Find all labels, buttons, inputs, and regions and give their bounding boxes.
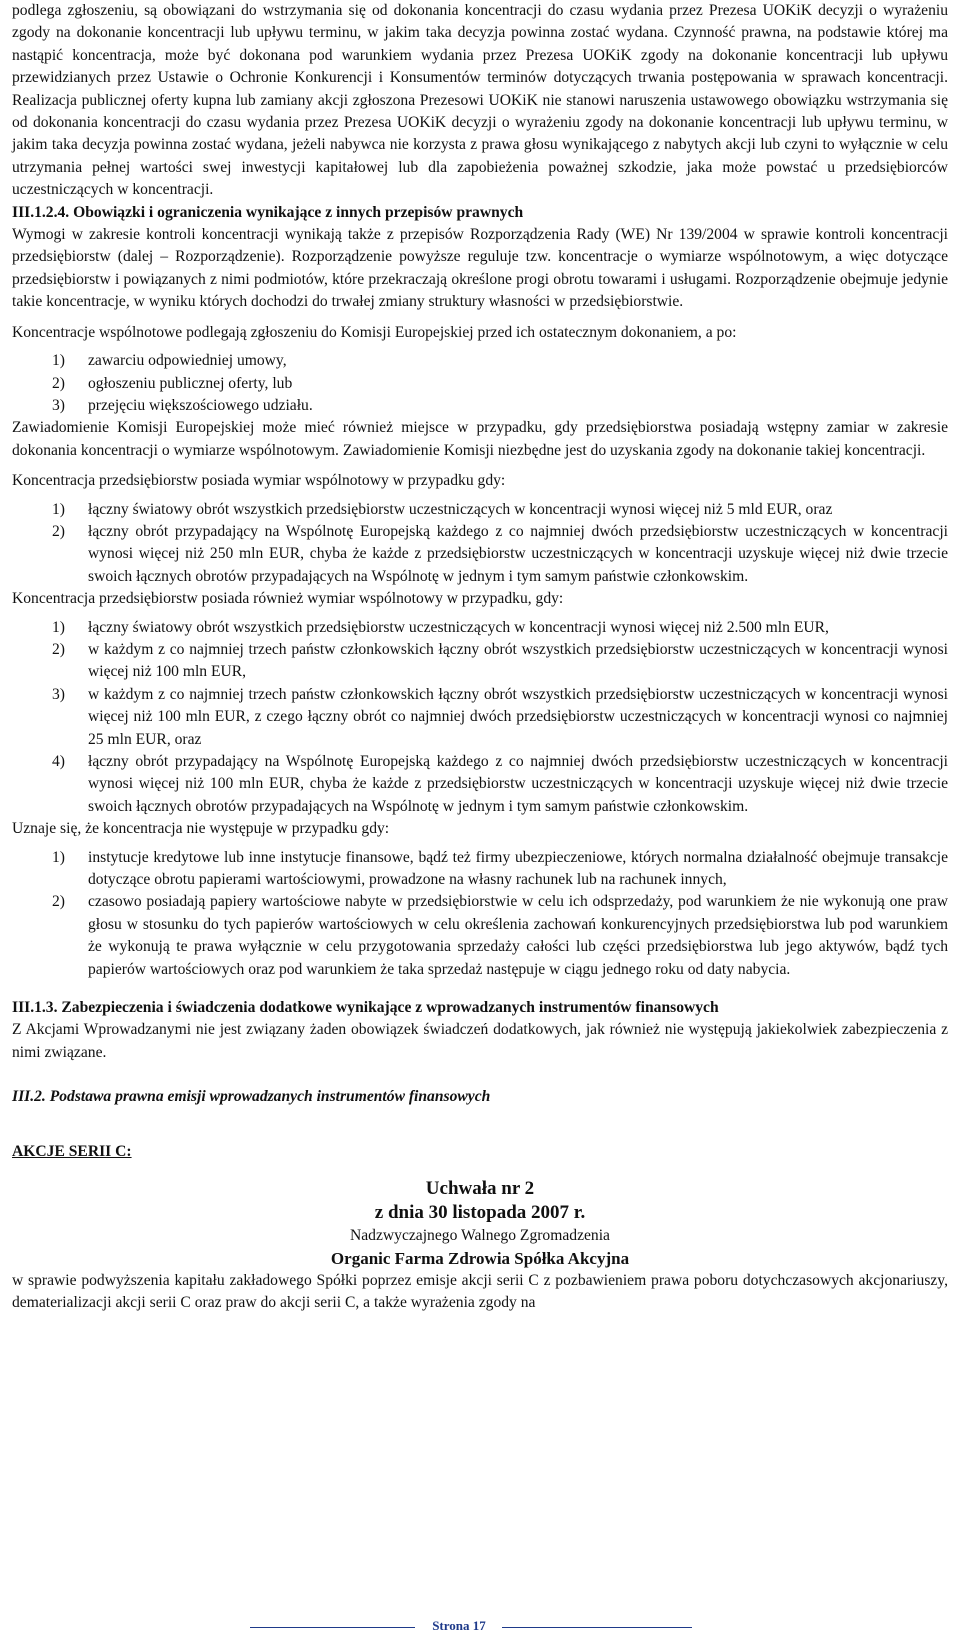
list-item xyxy=(12,751,948,818)
list-item-text: łączny obrót przypadający na Wspólnotę Europejską każdego z co najmniej dwóch przedsiębiorstw uczestniczących w koncentracji wynosi więcej niż 100 mln EUR, chyba że każde z przedsiębiorstw uczestniczących w koncentracji uzyskuje więcej niż dwie trzecie swoich łącznych obrotów przypadających na Wspólnotę w jednym i tym samym państwie członkowskim. xyxy=(88,753,948,815)
list-item-text: zawarciu odpowiedniej umowy, xyxy=(88,352,287,370)
list-item-number: 3) xyxy=(52,685,65,703)
list-item-text: w każdym z co najmniej trzech państw członkowskich łączny obrót wszystkich przedsiębiorstw uczestniczących w koncentracji wynosi więcej niż 100 mln EUR, xyxy=(88,640,948,681)
list-item xyxy=(12,350,948,372)
section-title: Obowiązki i ograniczenia wynikające z innych przepisów prawnych xyxy=(73,203,524,221)
series-heading: AKCJE SERII C: xyxy=(12,1142,132,1160)
numbered-list xyxy=(12,617,948,819)
list-item-number: 2) xyxy=(52,893,65,911)
section-number: III.1.2.4. xyxy=(12,203,70,221)
list-item-number: 1) xyxy=(52,848,65,866)
list-item-text: instytucje kredytowe lub inne instytucje finansowe, bądź też firmy ubezpieczeniowe, których normalna działalność obejmuje transakcje dotyczące obrotu papierami wartościowymi, prowadzone na własny rachunek lub na rachunek innych, xyxy=(88,848,948,889)
resolution-title: Uchwała nr 2 xyxy=(425,1178,535,1200)
page-number: Strona 17 xyxy=(432,1618,486,1633)
list-item-number: 3) xyxy=(52,396,65,414)
resolution-body: Nadzwyczajnego Walnego Zgromadzenia xyxy=(350,1227,610,1245)
paragraph: Uznaje się, że koncentracja nie występuje w przypadku gdy: xyxy=(12,820,390,838)
list-item-text: czasowo posiadają papiery wartościowe nabyte w przedsiębiorstwie w celu ich odsprzedaży, pod warunkiem że nie wykonują one praw głosu w stosunku do tych papierów wartościowych w celu określenia zachowań konkurencyjnych przedsiębiorstwa lub pod warunkiem że wykonują te prawa wyłącznie w celu przygotowania sprzedaży całości lub części przedsiębiorstwa lub jego aktywów, bądź tych papierów wartościowych oraz pod warunkiem że taka sprzedaż następuje w ciągu jednego roku od daty nabycia. xyxy=(88,893,948,978)
list-item-text: łączny światowy obrót wszystkich przedsiębiorstw uczestniczących w koncentracji wynosi więcej niż 5 mld EUR, oraz xyxy=(88,500,833,518)
list-item-number: 1) xyxy=(52,352,65,370)
list-item xyxy=(12,617,948,639)
company-name: Organic Farma Zdrowia Spółka Akcyjna xyxy=(330,1248,630,1268)
section-heading: III.1.3. Zabezpieczenia i świadczenia dodatkowe wynikające z wprowadzanych instrumentów finansowych xyxy=(12,999,719,1017)
numbered-list xyxy=(12,499,948,589)
list-item-text: w każdym z co najmniej trzech państw członkowskich łączny obrót wszystkich przedsiębiorstw uczestniczących w koncentracji wynosi więcej niż 100 mln EUR, z czego łączny obrót co najmniej dwóch przedsiębiorstw uczestniczących w koncentracji wynosi co najmniej 25 mln EUR, oraz xyxy=(88,685,948,748)
list-item xyxy=(12,639,948,684)
paragraph: Koncentracja przedsiębiorstw posiada wymiar wspólnotowy w przypadku gdy: xyxy=(12,472,506,490)
section-heading: III.2. Podstawa prawna emisji wprowadzanych instrumentów finansowych xyxy=(12,1088,491,1106)
numbered-list xyxy=(12,847,948,981)
list-item-number: 1) xyxy=(52,500,65,518)
list-item-text: ogłoszeniu publicznej oferty, lub xyxy=(88,374,293,392)
list-item-number: 2) xyxy=(52,640,65,658)
list-item-text: łączny światowy obrót wszystkich przedsiębiorstw uczestniczących w koncentracji wynosi więcej niż 2.500 mln EUR, xyxy=(88,618,829,636)
list-item xyxy=(12,373,948,395)
section-heading xyxy=(12,202,948,224)
list-item xyxy=(12,891,948,981)
footer-rule-left xyxy=(250,1627,415,1628)
list-item xyxy=(12,395,948,417)
resolution-date: z dnia 30 listopada 2007 r. xyxy=(374,1202,586,1224)
footer-rule-right xyxy=(502,1627,692,1628)
list-item xyxy=(12,499,948,521)
paragraph: Z Akcjami Wprowadzanymi nie jest związany żaden obowiązek świadczeń dodatkowych, jak również nie występują jakiekolwiek zabezpieczenia z nimi związane. xyxy=(12,1021,948,1061)
list-item-number: 2) xyxy=(52,374,65,392)
document-page xyxy=(12,0,948,1315)
list-item-text: przejęciu większościowego udziału. xyxy=(88,396,313,414)
list-item-text: łączny obrót przypadający na Wspólnotę Europejską każdego z co najmniej dwóch przedsiębiorstw uczestniczących w koncentracji wynosi więcej niż 250 mln EUR, chyba że każde z przedsiębiorstw uczestniczących w koncentracji uzyskuje więcej niż dwie trzecie swoich łącznych obrotów przypadających na Wspólnotę w jednym i tym samym państwie członkowskim. xyxy=(88,522,948,585)
list-item xyxy=(12,684,948,751)
list-item-number: 4) xyxy=(52,753,65,770)
paragraph: w sprawie podwyższenia kapitału zakładowego Spółki poprzez emisje akcji serii C z pozbawieniem prawa poboru dotychczasowych akcjonariuszy, dematerializacji akcji serii C oraz praw do akcji serii C, a także wyrażenia zgody na xyxy=(12,1271,948,1312)
paragraph: Zawiadomienie Komisji Europejskiej może mieć również miejsce w przypadku, gdy przedsiębiorstwa posiadają wstępny zamiar w zakresie dokonania koncentracji o wymiarze wspólnotowym. Zawiadomienie Komisji niezbędne jest do uzyskania zgody na dokonanie takiej koncentracji. xyxy=(12,419,948,459)
list-item-number: 2) xyxy=(52,522,65,540)
numbered-list xyxy=(12,350,948,417)
page-footer xyxy=(0,1618,960,1636)
list-item-number: 1) xyxy=(52,618,65,636)
paragraph: Koncentracje wspólnotowe podlegają zgłoszeniu do Komisji Europejskiej przed ich ostatecznym dokonaniem, a po: xyxy=(12,323,737,341)
paragraph: podlega zgłoszeniu, są obowiązani do wstrzymania się od dokonania koncentracji do czasu wydania przez Prezesa UOKiK decyzji o wyrażeniu zgody na dokonanie koncentracji lub upływu terminu, w jakim taka decyzja powinna zostać wydana. Czynność prawna, na podstawie której ma nastąpić koncentracja, może być dokonana pod warunkiem wydania przez Prezesa UOKiK zgody na dokonanie koncentracji lub upływu przewidzianych przez Ustawie o Ochronie Konkurencji i Konsumentów terminów dotyczących trwania postępowania w sprawach koncentracji. Realizacja publicznej oferty kupna lub zamiany akcji zgłoszona Prezesowi UOKiK nie stanowi naruszenia ustawowego obowiązku wstrzymania się od dokonania koncentracji do czasu wydania przez Prezesa UOKiK decyzji o wyrażeniu zgody na dokonanie koncentracji lub upływu terminu, w jakim taka decyzja powinna zostać wydana, jeżeli nabywca nie korzysta z prawa głosu wynikającego z nabytych akcji lub czyni to wyłącznie w celu utrzymania pełnej wartości swej inwestycji kapitałowej lub dla zapobieżenia poważnej szkodzie, jaka może powstać u przedsiębiorców uczestniczących w koncentracji. xyxy=(12,2,948,199)
list-item xyxy=(12,521,948,588)
paragraph: Wymogi w zakresie kontroli koncentracji wynikają także z przepisów Rozporządzenia Rady (WE) Nr 139/2004 w sprawie kontroli koncentracji przedsiębiorstw (dalej – Rozporządzenie). Rozporządzenie powyższe reguluje tzw. koncentracje o wymiarze wspólnotowym, a więc dotyczące przedsiębiorstw i powiązanych z nimi podmiotów, które przekraczają określone progi obrotu towarami i usługami. Rozporządzenie obejmuje jedynie takie koncentracje, w wyniku których dochodzi do trwałej zmiany struktury własności w przedsiębiorstwie. xyxy=(12,226,948,311)
paragraph: Koncentracja przedsiębiorstw posiada również wymiar wspólnotowy w przypadku, gdy: xyxy=(12,590,564,608)
list-item xyxy=(12,847,948,892)
